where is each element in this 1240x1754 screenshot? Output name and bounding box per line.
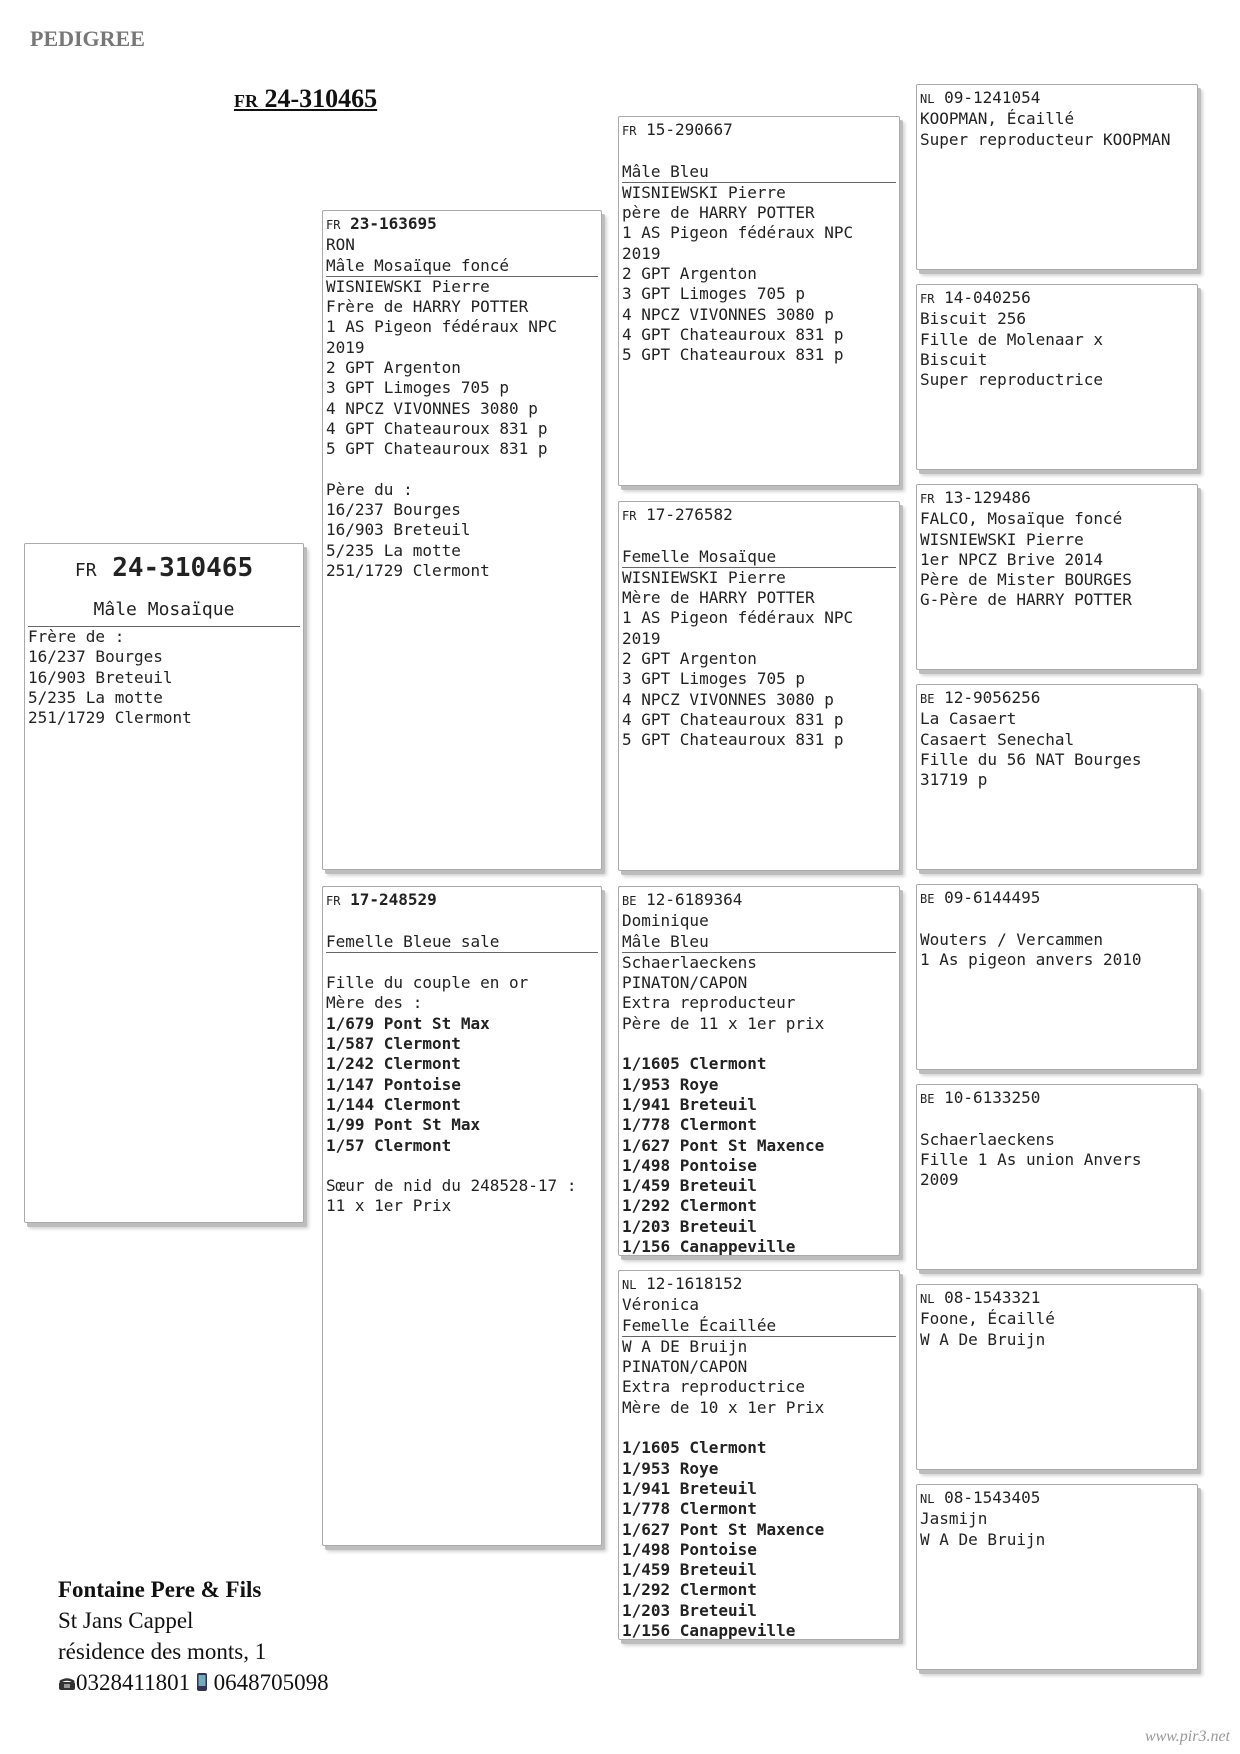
ds.lines-line bbox=[622, 1034, 896, 1054]
ss.lines-line: 5 GPT Chateauroux 831 p bbox=[622, 345, 844, 365]
gg-ring: 13-129486 bbox=[934, 488, 1031, 507]
sire.lines-line: 4 NPCZ VIVONNES 3080 p bbox=[326, 398, 538, 418]
gg-line: Biscuit bbox=[920, 349, 988, 369]
gg-ring-line bbox=[920, 688, 1194, 709]
dam-country: FR bbox=[326, 894, 341, 908]
gg-country: NL bbox=[920, 92, 935, 106]
subject-ring-number: 24-310465 bbox=[112, 553, 254, 583]
gg-ring: 09-1241054 bbox=[934, 88, 1041, 107]
sire.lines-line: WISNIEWSKI Pierre bbox=[326, 276, 490, 296]
sd-sex: Femelle Mosaïque bbox=[622, 547, 896, 568]
ss-country: FR bbox=[622, 124, 637, 138]
mobile-phone-icon bbox=[196, 1672, 208, 1692]
great-grandparent-card bbox=[916, 284, 1198, 470]
ds-name: Dominique bbox=[622, 911, 709, 931]
sd.lines-line: 5 GPT Chateauroux 831 p bbox=[622, 730, 844, 750]
ds.bold_lines-line: 1/459 Breteuil bbox=[622, 1176, 757, 1196]
gg-line: 1er NPCZ Brive 2014 bbox=[920, 549, 1104, 569]
subject.lines-line: 16/237 Bourges bbox=[28, 647, 163, 667]
gg-ring: 10-6133250 bbox=[934, 1088, 1041, 1107]
dam.bold_lines-line: 1/144 Clermont bbox=[326, 1094, 461, 1114]
phone-icon bbox=[58, 1677, 76, 1691]
sire.lines-line: 2 GPT Argenton bbox=[326, 358, 461, 378]
sd.lines-line: 3 GPT Limoges 705 p bbox=[622, 669, 806, 689]
great-grandparent-card bbox=[916, 1084, 1198, 1270]
breeder-block bbox=[58, 1574, 329, 1698]
dam-details bbox=[326, 953, 598, 1217]
gg-ring-line bbox=[920, 888, 1194, 909]
main-ring-country: FR bbox=[234, 91, 258, 111]
gg-line: FALCO, Mosaïque foncé bbox=[920, 509, 1123, 529]
dam.bold_lines-line: 1/57 Clermont bbox=[326, 1135, 452, 1155]
sire.lines-line: 251/1729 Clermont bbox=[326, 561, 490, 581]
dam.bold_lines-line: 1/99 Pont St Max bbox=[326, 1115, 481, 1135]
gg-ring: 12-9056256 bbox=[934, 688, 1041, 707]
dd-country: NL bbox=[622, 1278, 637, 1292]
footer-site: www.pir3.net bbox=[1144, 1728, 1230, 1745]
ss.lines-line: 4 NPCZ VIVONNES 3080 p bbox=[622, 304, 834, 324]
sd.lines-line: 2019 bbox=[622, 628, 661, 648]
page-header: PEDIGREE bbox=[30, 26, 145, 51]
dd.bold_lines-line: 1/953 Roye bbox=[622, 1458, 719, 1478]
ss.lines-line: WISNIEWSKI Pierre bbox=[622, 182, 786, 202]
sire-name: RON bbox=[326, 235, 355, 255]
sire-details bbox=[326, 277, 598, 581]
subject.lines-line: 251/1729 Clermont bbox=[28, 708, 192, 728]
dam-dam-card bbox=[618, 1270, 900, 1640]
dam.after_lines-line bbox=[326, 1156, 598, 1176]
sd-name bbox=[622, 526, 896, 546]
sire.lines-line: 5 GPT Chateauroux 831 p bbox=[326, 439, 548, 459]
sire.lines-line: 16/237 Bourges bbox=[326, 500, 461, 520]
sire-sire-card bbox=[618, 116, 900, 486]
ds-sex: Mâle Bleu bbox=[622, 932, 896, 953]
sire.lines-line: 2019 bbox=[326, 337, 365, 357]
ss.lines-line: 4 GPT Chateauroux 831 p bbox=[622, 324, 844, 344]
sire-ring: 23-163695 bbox=[350, 214, 437, 233]
dd-details bbox=[622, 1337, 896, 1640]
gg-line: Jasmijn bbox=[920, 1509, 988, 1529]
dd.bold_lines-line: 1/292 Clermont bbox=[622, 1580, 757, 1600]
sd.lines-line: Mère de HARRY POTTER bbox=[622, 588, 815, 608]
breeder-mobile: 0648705098 bbox=[213, 1670, 329, 1695]
ss.lines-line: père de HARRY POTTER bbox=[622, 203, 815, 223]
gg-line bbox=[920, 909, 1194, 929]
great-grandparent-card bbox=[916, 884, 1198, 1070]
dam-sex: Femelle Bleue sale bbox=[326, 932, 598, 953]
gg-line: Super reproducteur KOOPMAN bbox=[920, 129, 1171, 149]
sire.lines-line: 1 AS Pigeon fédéraux NPC bbox=[326, 317, 558, 337]
great-grandparent-card bbox=[916, 84, 1198, 270]
ds.bold_lines-line: 1/953 Roye bbox=[622, 1074, 719, 1094]
subject-sex: Mâle Mosaïque bbox=[28, 598, 300, 627]
gg-ring-line bbox=[920, 88, 1194, 109]
ds.bold_lines-line: 1/156 Canappeville bbox=[622, 1237, 796, 1256]
sire-card bbox=[322, 210, 602, 870]
sire.lines-line: Frère de HARRY POTTER bbox=[326, 297, 529, 317]
sire.lines-line bbox=[326, 460, 598, 480]
dd.lines-line: W A DE Bruijn bbox=[622, 1336, 748, 1356]
ss.lines-line: 2 GPT Argenton bbox=[622, 264, 757, 284]
gg-country: FR bbox=[920, 492, 935, 506]
sire-dam-card bbox=[618, 501, 900, 871]
ss.lines-line: 3 GPT Limoges 705 p bbox=[622, 284, 806, 304]
ds.bold_lines-line: 1/627 Pont St Maxence bbox=[622, 1135, 825, 1155]
ds.lines-line: PINATON/CAPON bbox=[622, 973, 748, 993]
gg-line bbox=[920, 1109, 1194, 1129]
dd.lines-line bbox=[622, 1418, 896, 1438]
dd-sex: Femelle Écaillée bbox=[622, 1316, 896, 1337]
great-grandparent-card bbox=[916, 684, 1198, 870]
main-ring-title bbox=[234, 84, 377, 114]
gg-line: Super reproductrice bbox=[920, 370, 1104, 390]
dam-ring: 17-248529 bbox=[350, 890, 437, 909]
ds.lines-line: Père de 11 x 1er prix bbox=[622, 1013, 825, 1033]
subject.lines-line: Frère de : bbox=[28, 627, 125, 646]
gg-country: NL bbox=[920, 1292, 935, 1306]
main-ring-number: 24-310465 bbox=[264, 84, 378, 113]
ds-ring: 12-6189364 bbox=[646, 890, 743, 909]
ss-ring: 15-290667 bbox=[646, 120, 733, 139]
dd.bold_lines-line: 1/498 Pontoise bbox=[622, 1539, 757, 1559]
ss-sex: Mâle Bleu bbox=[622, 162, 896, 183]
ds.bold_lines-line: 1/203 Breteuil bbox=[622, 1216, 757, 1236]
ds.bold_lines-line: 1/778 Clermont bbox=[622, 1115, 757, 1135]
gg-country: BE bbox=[920, 1092, 935, 1106]
dd-ring: 12-1618152 bbox=[646, 1274, 743, 1293]
dd-name: Véronica bbox=[622, 1295, 700, 1315]
ss-ring-line bbox=[622, 120, 896, 141]
sd-ring-line bbox=[622, 505, 896, 526]
sire.lines-line: 4 GPT Chateauroux 831 p bbox=[326, 418, 548, 438]
sire.lines-line: 16/903 Breteuil bbox=[326, 520, 471, 540]
ss.lines-line: 2019 bbox=[622, 243, 661, 263]
ds.bold_lines-line: 1/941 Breteuil bbox=[622, 1094, 757, 1114]
great-grandparent-card bbox=[916, 1284, 1198, 1470]
ds.lines-line: Schaerlaeckens bbox=[622, 952, 757, 972]
breeder-city: St Jans Cappel bbox=[58, 1608, 194, 1633]
dd.bold_lines-line: 1/459 Breteuil bbox=[622, 1560, 757, 1580]
ds.lines-line: Extra reproducteur bbox=[622, 993, 796, 1013]
sd.lines-line: 2 GPT Argenton bbox=[622, 649, 757, 669]
dd.bold_lines-line: 1/1605 Clermont bbox=[622, 1438, 767, 1458]
gg-line: La Casaert bbox=[920, 709, 1017, 729]
subject-country: FR bbox=[74, 560, 97, 581]
gg-line: WISNIEWSKI Pierre bbox=[920, 529, 1084, 549]
gg-line: Foone, Écaillé bbox=[920, 1309, 1055, 1329]
gg-ring-line bbox=[920, 1288, 1194, 1309]
dam-name bbox=[326, 911, 598, 931]
gg-country: NL bbox=[920, 1492, 935, 1506]
gg-ring-line bbox=[920, 1088, 1194, 1109]
dd-ring-line bbox=[622, 1274, 896, 1295]
great-grandparent-card bbox=[916, 1484, 1198, 1670]
gg-ring-line bbox=[920, 1488, 1194, 1509]
gg-ring: 09-6144495 bbox=[934, 888, 1041, 907]
ss.lines-line: 1 AS Pigeon fédéraux NPC bbox=[622, 223, 854, 243]
dam.bold_lines-line: 1/147 Pontoise bbox=[326, 1074, 461, 1094]
gg-country: BE bbox=[920, 892, 935, 906]
gg-line: W A De Bruijn bbox=[920, 1329, 1046, 1349]
subject.lines-line: 16/903 Breteuil bbox=[28, 667, 173, 687]
gg-ring: 08-1543405 bbox=[934, 1488, 1041, 1507]
gg-ring-line bbox=[920, 288, 1194, 309]
dd.bold_lines-line: 1/941 Breteuil bbox=[622, 1478, 757, 1498]
gg-line: Fille du 56 NAT Bourges bbox=[920, 749, 1142, 769]
gg-country: FR bbox=[920, 292, 935, 306]
gg-country: BE bbox=[920, 692, 935, 706]
gg-line: 31719 p bbox=[920, 770, 988, 790]
dam-sire-card bbox=[618, 886, 900, 1256]
breeder-address: résidence des monts, 1 bbox=[58, 1639, 267, 1664]
dam.lines-line: Fille du couple en or bbox=[326, 973, 529, 993]
dd.bold_lines-line: 1/156 Canappeville bbox=[622, 1621, 796, 1640]
subject-card bbox=[24, 543, 304, 1223]
great-grandparent-card bbox=[916, 484, 1198, 670]
ds.bold_lines-line: 1/1605 Clermont bbox=[622, 1054, 767, 1074]
gg-line: Fille de Molenaar x bbox=[920, 329, 1104, 349]
gg-line: Wouters / Vercammen bbox=[920, 929, 1104, 949]
gg-line: 2009 bbox=[920, 1170, 959, 1190]
dam.lines-line bbox=[326, 953, 598, 973]
sire.lines-line: Père du : bbox=[326, 479, 413, 499]
ss-name bbox=[622, 141, 896, 161]
ds.bold_lines-line: 1/292 Clermont bbox=[622, 1196, 757, 1216]
gg-line: Biscuit 256 bbox=[920, 309, 1026, 329]
ds-country: BE bbox=[622, 894, 637, 908]
subject-details bbox=[28, 627, 300, 728]
gg-ring: 08-1543321 bbox=[934, 1288, 1041, 1307]
dam.lines-line: Mère des : bbox=[326, 993, 423, 1013]
sire-country: FR bbox=[326, 218, 341, 232]
gg-line: W A De Bruijn bbox=[920, 1529, 1046, 1549]
subject-ring bbox=[28, 553, 300, 586]
dam.bold_lines-line: 1/587 Clermont bbox=[326, 1034, 461, 1054]
gg-line: 1 As pigeon anvers 2010 bbox=[920, 949, 1142, 969]
sd-country: FR bbox=[622, 509, 637, 523]
dd.lines-line: Mère de 10 x 1er Prix bbox=[622, 1397, 825, 1417]
dam.after_lines-line: 11 x 1er Prix bbox=[326, 1196, 452, 1216]
sd.lines-line: WISNIEWSKI Pierre bbox=[622, 567, 786, 587]
gg-ring: 14-040256 bbox=[934, 288, 1031, 307]
dam-card bbox=[322, 886, 602, 1546]
subject.lines-line: 5/235 La motte bbox=[28, 687, 163, 707]
breeder-name: Fontaine Pere & Fils bbox=[58, 1577, 262, 1602]
ds-ring-line bbox=[622, 890, 896, 911]
dam.bold_lines-line: 1/679 Pont St Max bbox=[326, 1013, 490, 1033]
gg-line: Schaerlaeckens bbox=[920, 1129, 1055, 1149]
ss-details bbox=[622, 183, 896, 366]
gg-ring-line bbox=[920, 488, 1194, 509]
dd.bold_lines-line: 1/627 Pont St Maxence bbox=[622, 1519, 825, 1539]
sire-ring-line bbox=[326, 214, 598, 235]
dd.bold_lines-line: 1/203 Breteuil bbox=[622, 1600, 757, 1620]
breeder-phone: 0328411801 bbox=[76, 1670, 191, 1695]
sd-ring: 17-276582 bbox=[646, 505, 733, 524]
breeder-phones bbox=[58, 1667, 329, 1698]
dd.bold_lines-line: 1/778 Clermont bbox=[622, 1499, 757, 1519]
gg-line: G-Père de HARRY POTTER bbox=[920, 590, 1132, 610]
dd.lines-line: Extra reproductrice bbox=[622, 1377, 806, 1397]
gg-line: KOOPMAN, Écaillé bbox=[920, 109, 1075, 129]
sire.lines-line: 3 GPT Limoges 705 p bbox=[326, 378, 510, 398]
sire-sex: Mâle Mosaïque foncé bbox=[326, 256, 598, 277]
gg-line: Fille 1 As union Anvers bbox=[920, 1149, 1142, 1169]
dam-ring-line bbox=[326, 890, 598, 911]
gg-line: Père de Mister BOURGES bbox=[920, 570, 1132, 590]
dam.bold_lines-line: 1/242 Clermont bbox=[326, 1054, 461, 1074]
ds.bold_lines-line: 1/498 Pontoise bbox=[622, 1155, 757, 1175]
dam.after_lines-line: Sœur de nid du 248528-17 : bbox=[326, 1176, 577, 1196]
gg-line: Casaert Senechal bbox=[920, 729, 1075, 749]
sd.lines-line: 1 AS Pigeon fédéraux NPC bbox=[622, 608, 854, 628]
ds-details bbox=[622, 953, 896, 1256]
sd.lines-line: 4 NPCZ VIVONNES 3080 p bbox=[622, 689, 834, 709]
dd.lines-line: PINATON/CAPON bbox=[622, 1357, 748, 1377]
sd.lines-line: 4 GPT Chateauroux 831 p bbox=[622, 709, 844, 729]
sire.lines-line: 5/235 La motte bbox=[326, 540, 461, 560]
sd-details bbox=[622, 568, 896, 751]
